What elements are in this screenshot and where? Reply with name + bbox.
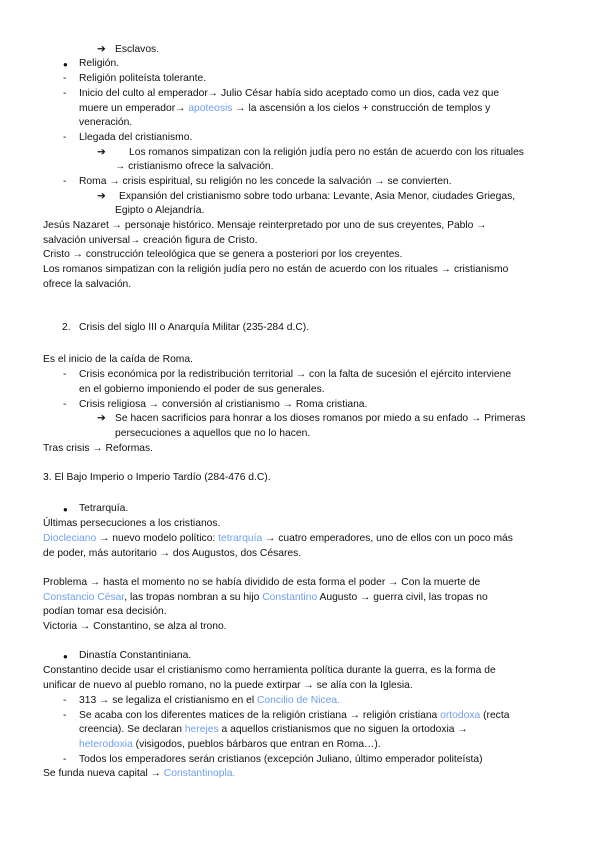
- text-line: 313 → se legaliza el cristianismo en el Concilio de Nicea.: [79, 695, 340, 706]
- link-apoteosis[interactable]: apoteosis: [188, 103, 233, 114]
- text-line: Inicio del culto al emperador→ Julio César había sido aceptado como un dios, cada vez que: [79, 88, 500, 99]
- arrow-bullet-icon: ➔: [97, 147, 106, 158]
- text-line: Egipto o Alejandría.: [115, 205, 205, 216]
- text-line: Esclavos.: [115, 44, 160, 55]
- arrow-bullet-icon: ➔: [97, 191, 106, 202]
- list-number: 2.: [62, 322, 71, 333]
- link-constantinopla[interactable]: Constantinopla.: [163, 768, 236, 779]
- link-heterodoxia[interactable]: heterodoxia: [79, 739, 133, 750]
- link-tetrarquia[interactable]: tetrarquía: [218, 533, 263, 544]
- text-line: Se hacen sacrificios para honrar a los dioses romanos por miedo a su enfado → Primeras: [115, 413, 526, 424]
- text-line: Tras crisis → Reformas.: [43, 443, 154, 454]
- text-line: Jesús Nazaret → personaje histórico. Mensaje reinterpretado por uno de sus creyentes, Pablo →: [43, 220, 487, 231]
- text-line: muere un emperador→ apoteosis → la ascensión a los cielos + construcción de templos y: [79, 103, 491, 114]
- text-line: Expansión del cristianismo sobre todo urbana: Levante, Asia Menor, ciudades Griegas,: [119, 191, 516, 202]
- text-line: Constantino decide usar el cristianismo como herramienta política durante la guerra, es la forma de: [43, 665, 496, 676]
- text-line: ofrece la salvación.: [43, 279, 132, 290]
- link-constancio-cesar[interactable]: Constancio César: [43, 592, 125, 603]
- link-concilio-de-nicea[interactable]: Concilio de Nicea.: [257, 695, 340, 706]
- text-line: en el gobierno imponiendo el poder de sus generales.: [79, 384, 325, 395]
- text-line: Se acaba con los diferentes matices de la religión cristiana → religión cristiana ortodoxa (recta: [79, 710, 510, 721]
- text-line: Últimas persecuciones a los cristianos.: [43, 518, 221, 529]
- section-heading: Dinastía Constantiniana.: [79, 650, 192, 661]
- text-line: heterodoxia (visigodos, pueblos bárbaros que entran en Roma…).: [79, 739, 381, 750]
- text-line: veneración.: [79, 117, 133, 128]
- link-ortodoxa[interactable]: ortodoxa: [440, 710, 481, 721]
- dash-bullet: -: [63, 710, 67, 721]
- bullet-icon: ●: [63, 505, 68, 514]
- text-line: Todos los emperadores serán cristianos (excepción Juliano, último emperador politeísta): [79, 754, 483, 765]
- text-line: Llegada del cristianismo.: [79, 132, 193, 143]
- text-line: → cristianismo ofrece la salvación.: [115, 161, 274, 172]
- link-diocleciano[interactable]: Diocleciano: [43, 533, 97, 544]
- bullet-icon: ●: [63, 652, 68, 661]
- text-line: Cristo → construcción teleológica que se genera a posteriori por los creyentes.: [43, 249, 403, 260]
- section-heading: Crisis del siglo III o Anarquía Militar (235-284 d.C).: [79, 322, 310, 333]
- text-line: de poder, más autoritario → dos Augustos, dos Césares.: [43, 548, 302, 559]
- dash-bullet: -: [63, 754, 67, 765]
- text-line: Los romanos simpatizan con la religión judía pero no están de acuerdo con los rituales → cristianismo: [43, 264, 509, 275]
- text-line: Es el inicio de la caída de Roma.: [43, 354, 193, 365]
- dash-bullet: -: [63, 399, 67, 410]
- section-heading: Tetrarquía.: [79, 503, 129, 514]
- text-line: persecuciones a aquellos que no lo hacen.: [115, 428, 311, 439]
- bullet-icon: ●: [63, 60, 68, 69]
- dash-bullet: -: [63, 73, 67, 84]
- text-line: Constancio César, las tropas nombran a su hijo Constantino Augusto → guerra civil, las tropas no: [43, 592, 488, 603]
- text-line: Religión politeísta tolerante.: [79, 73, 207, 84]
- text-line: unificar de nuevo al pueblo romano, no la puede extirpar → se alía con la Iglesia.: [43, 680, 413, 691]
- text-line: Crisis religiosa → conversión al cristianismo → Roma cristiana.: [79, 399, 368, 410]
- arrow-bullet-icon: ➔: [97, 44, 106, 55]
- text-line: Diocleciano → nuevo modelo político: tetrarquía → cuatro emperadores, uno de ellos con un poco más: [43, 533, 513, 544]
- dash-bullet: -: [63, 176, 67, 187]
- link-constantino[interactable]: Constantino: [262, 592, 318, 603]
- section-heading: 3. El Bajo Imperio o Imperio Tardío (284-476 d.C).: [43, 472, 271, 483]
- section-heading: Religión.: [79, 58, 120, 69]
- dash-bullet: -: [63, 132, 67, 143]
- text-line: Problema → hasta el momento no se había dividido de esta forma el poder → Con la muerte de: [43, 577, 481, 588]
- dash-bullet: -: [63, 695, 67, 706]
- dash-bullet: -: [63, 88, 67, 99]
- dash-bullet: -: [63, 369, 67, 380]
- link-herejes[interactable]: herejes: [184, 724, 219, 735]
- text-line: Los romanos simpatizan con la religión judía pero no están de acuerdo con los rituales: [129, 147, 524, 158]
- text-line: Se funda nueva capital → Constantinopla.: [43, 768, 236, 779]
- text-line: creencia). Se declaran herejes a aquellos cristianismos que no siguen la ortodoxia →: [79, 724, 468, 735]
- text-line: salvación universal→ creación figura de Cristo.: [43, 235, 258, 246]
- text-line: podían tomar esa decisión.: [43, 606, 167, 617]
- arrow-bullet-icon: ➔: [97, 413, 106, 424]
- text-line: Victoria → Constantino, se alza al trono.: [43, 621, 227, 632]
- text-line: Roma → crisis espiritual, su religión no les concede la salvación → se convierten.: [79, 176, 452, 187]
- text-line: Crisis económica por la redistribución territorial → con la falta de sucesión el ejército interviene: [79, 369, 512, 380]
